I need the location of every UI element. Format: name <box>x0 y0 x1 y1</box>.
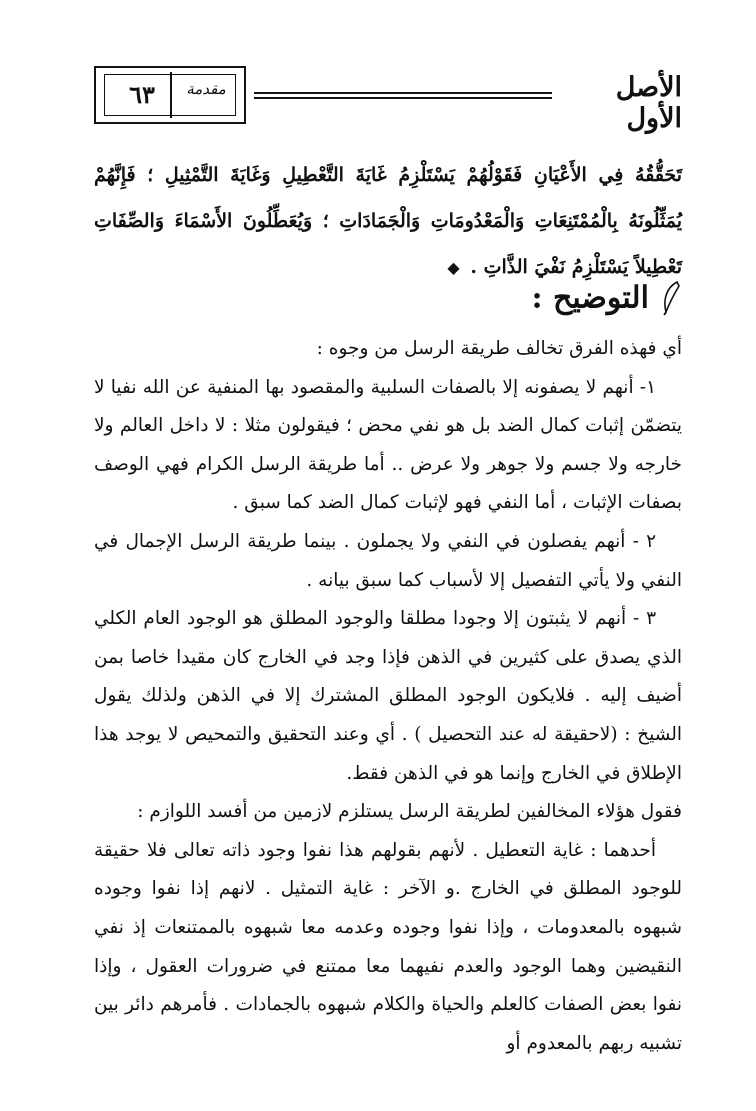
section-heading <box>422 280 682 330</box>
book-ornament <box>94 66 246 124</box>
matn-paragraph: تَحَقُّقُهُ فِي الأَعْيَانِ فَقَوْلُهُمْ يَسْتَلْزِمُ غَايَةَ التَّعْطِيلِ وَغَايَةَ التَّمْثِيلِ ؛ فَإِنَّهُمْ يُمَثِّلُونَهُ بِالْمُمْتَنِعَاتِ وَالْمَعْدُومَاتِ وَالْجَمَادَاتِ ؛ وَيُعَطِّلُونَ الأَسْمَاءَ وَالصِّفَاتِ تَعْطِيلاً يَسْتَلْزِمُ نَفْيَ الذَّاتِ . <box>94 164 682 278</box>
conclusion-line: فقول هؤلاء المخالفين لطريقة الرسل يستلزم لازمين من أفسد اللوازم : <box>137 801 682 823</box>
commentary-body <box>94 330 682 1063</box>
point-1: ١- أنهم لا يصفونه إلا بالصفات السلبية والمقصود بها المنفية عن الله نفيا لا يتضمّن إثبات كمال الضد بل هو نفي محض ؛ فيقولون مثلا : لا داخل العالم ولا خارجه ولا جسم ولا جوهر ولا عرض .. أما طريقة الرسل الكرام فهي الوصف بصفات الإثبات ، أما النفي فهو لإثبات كمال الضد كما سبق . <box>94 376 682 514</box>
point-2: ٢ - أنهم يفصلون في النفي ولا يجملون . بينما طريقة الرسل الإجمال في النفي ولا يأتي التفصيل إلا لأسباب كما سبق بيانه . <box>94 530 682 591</box>
header-divider <box>254 92 552 99</box>
point-3: ٣ - أنهم لا يثبتون إلا وجودا مطلقا والوجود المطلق هو الوجود العام الكلي الذي يصدق على كثيرين في الذهن فإذا وجد في الخارج كان مقيدا خاصا بمن أضيف إليه . فلايكون الوجود المطلق المشترك إلا في الذهن ولذلك يقول الشيخ : (لاحقيقة له عند التحصيل ) . أي وعند التحقيق والتمحيص لا يوجد هذا الإطلاق في الخارج وإنما هو في الذهن فقط. <box>94 608 682 784</box>
page-number: ٦٣ <box>129 80 155 109</box>
paragraph-end-icon: ◆ <box>447 258 460 277</box>
commentary-intro: أي فهذه الفرق تخالف طريقة الرسل من وجوه : <box>316 338 682 359</box>
header-title: الأصل الأول <box>615 72 682 134</box>
chapter-mark: مقدمة <box>186 80 226 98</box>
matn-text <box>94 152 682 291</box>
section-title: التوضيح : <box>531 280 649 316</box>
lazim-paragraph: أحدهما : غاية التعطيل . لأنهم بقولهم هذا نفوا وجود ذاته تعالى فلا حقيقة للوجود المطلق في الخارج .و الآخر : غاية التمثيل . لانهم إذا نفوا وجوده شبهوه بالمعدومات ، وإذا نفوا وجوده وعدمه معا شبهوه بالممتنعات إذ نفي النقيضين وهما الوجود والعدم نفيهما معا ممتنع في ضرورات العقول ، وإذا نفوا بعض الصفات كالعلم والحياة والكلام شبهوه بالجمادات . فأمرهم دائر بين تشبيه ربهم بالمعدوم أو <box>94 839 682 1054</box>
quill-icon <box>660 280 682 316</box>
running-header <box>94 66 682 134</box>
